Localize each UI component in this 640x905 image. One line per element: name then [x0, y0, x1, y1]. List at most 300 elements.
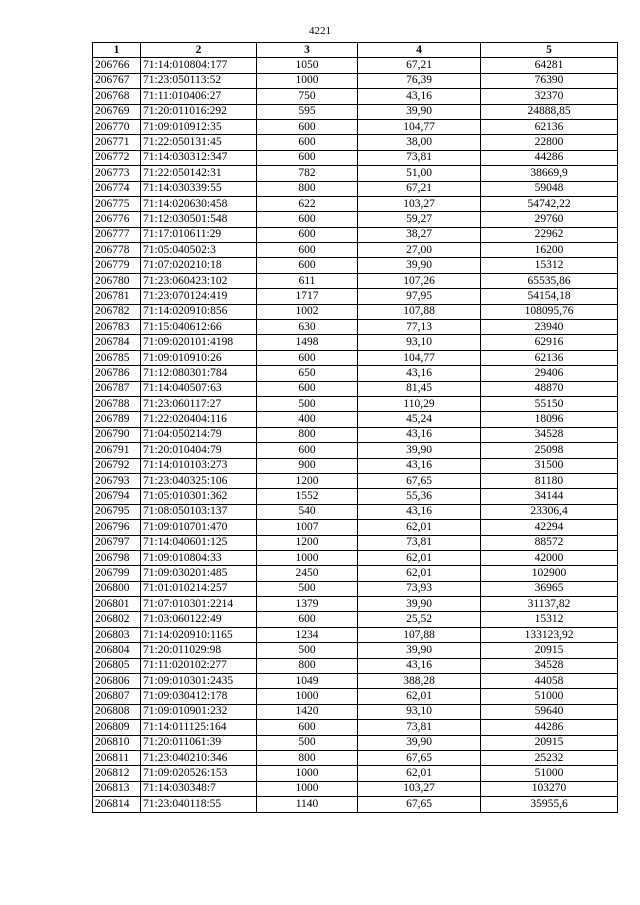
cell-rate: 107,88: [358, 627, 481, 642]
table-row: [93, 58, 618, 73]
cell-record-number: 206770: [93, 119, 141, 134]
cell-rate: 73,93: [358, 581, 481, 596]
cell-area: 600: [257, 119, 358, 134]
table-row: [93, 674, 618, 689]
cell-area: 1000: [257, 766, 358, 781]
cell-area: 600: [257, 227, 358, 242]
cell-area: 611: [257, 273, 358, 288]
cell-rate: 77,13: [358, 320, 481, 335]
cell-record-number: 206784: [93, 335, 141, 350]
cell-area: 600: [257, 612, 358, 627]
table-row: [93, 597, 618, 612]
cell-record-number: 206801: [93, 597, 141, 612]
cell-rate: 67,65: [358, 797, 481, 812]
page-number: 4221: [309, 25, 331, 37]
cell-area: 1049: [257, 674, 358, 689]
cell-record-number: 206783: [93, 320, 141, 335]
cell-cadastral-number: 71:23:050113:52: [141, 73, 257, 88]
cell-rate: 67,21: [358, 58, 481, 73]
cell-area: 595: [257, 104, 358, 119]
cell-rate: 388,28: [358, 674, 481, 689]
cell-area: 900: [257, 458, 358, 473]
cell-area: 800: [257, 427, 358, 442]
cell-cadastral-number: 71:15:040612:66: [141, 320, 257, 335]
table-row: [93, 73, 618, 88]
table-row: [93, 119, 618, 134]
cell-area: 600: [257, 443, 358, 458]
cell-value: 64281: [481, 58, 618, 73]
cell-rate: 107,88: [358, 304, 481, 319]
cell-cadastral-number: 71:14:020910:1165: [141, 627, 257, 642]
cell-record-number: 206771: [93, 135, 141, 150]
table-row: [93, 627, 618, 642]
cell-rate: 59,27: [358, 212, 481, 227]
cell-rate: 43,16: [358, 504, 481, 519]
cell-record-number: 206794: [93, 489, 141, 504]
cell-cadastral-number: 71:22:020404:116: [141, 412, 257, 427]
cell-value: 15312: [481, 258, 618, 273]
cell-value: 103270: [481, 781, 618, 796]
cell-cadastral-number: 71:14:030312:347: [141, 150, 257, 165]
cell-area: 600: [257, 258, 358, 273]
cell-area: 630: [257, 320, 358, 335]
cell-rate: 27,00: [358, 243, 481, 258]
table-row: [93, 196, 618, 211]
cell-area: 600: [257, 243, 358, 258]
table-header: [93, 43, 618, 58]
cell-cadastral-number: 71:09:010301:2435: [141, 674, 257, 689]
cell-area: 622: [257, 196, 358, 211]
cell-record-number: 206814: [93, 797, 141, 812]
cell-area: 1420: [257, 704, 358, 719]
cell-record-number: 206799: [93, 566, 141, 581]
cell-rate: 103,27: [358, 196, 481, 211]
column-header-1: 1: [93, 43, 141, 58]
cell-record-number: 206802: [93, 612, 141, 627]
cell-cadastral-number: 71:23:040210:346: [141, 750, 257, 765]
cell-record-number: 206810: [93, 735, 141, 750]
cell-rate: 110,29: [358, 396, 481, 411]
cell-rate: 67,65: [358, 750, 481, 765]
table-row: [93, 212, 618, 227]
cell-cadastral-number: 71:23:060423:102: [141, 273, 257, 288]
cell-value: 34144: [481, 489, 618, 504]
table-row: [93, 273, 618, 288]
cell-area: 1717: [257, 289, 358, 304]
cell-rate: 45,24: [358, 412, 481, 427]
cell-area: 600: [257, 381, 358, 396]
table-row: [93, 243, 618, 258]
cell-rate: 39,90: [358, 258, 481, 273]
cell-value: 31137,82: [481, 597, 618, 612]
cell-area: 540: [257, 504, 358, 519]
cell-cadastral-number: 71:09:010701:470: [141, 520, 257, 535]
table-row: [93, 612, 618, 627]
cell-cadastral-number: 71:22:050142:31: [141, 166, 257, 181]
cell-record-number: 206767: [93, 73, 141, 88]
cell-value: 23306,4: [481, 504, 618, 519]
cell-value: 31500: [481, 458, 618, 473]
table-row: [93, 781, 618, 796]
table-row: [93, 643, 618, 658]
cell-area: 600: [257, 350, 358, 365]
table-row: [93, 227, 618, 242]
cell-cadastral-number: 71:07:010301:2214: [141, 597, 257, 612]
cell-area: 1552: [257, 489, 358, 504]
cell-record-number: 206769: [93, 104, 141, 119]
cell-rate: 73,81: [358, 535, 481, 550]
cell-value: 35955,6: [481, 797, 618, 812]
cell-rate: 104,77: [358, 350, 481, 365]
cell-area: 782: [257, 166, 358, 181]
cell-value: 54742,22: [481, 196, 618, 211]
table-row: [93, 504, 618, 519]
cell-value: 62136: [481, 350, 618, 365]
table-row: [93, 458, 618, 473]
cell-area: 600: [257, 212, 358, 227]
cell-cadastral-number: 71:14:010103:273: [141, 458, 257, 473]
cell-value: 81180: [481, 473, 618, 488]
cell-cadastral-number: 71:09:010901:232: [141, 704, 257, 719]
cell-value: 15312: [481, 612, 618, 627]
cell-cadastral-number: 71:14:040601:125: [141, 535, 257, 550]
table-row: [93, 104, 618, 119]
cell-rate: 39,90: [358, 104, 481, 119]
header-row: [93, 43, 618, 58]
cell-value: 88572: [481, 535, 618, 550]
cell-record-number: 206768: [93, 89, 141, 104]
table-row: [93, 412, 618, 427]
cell-rate: 43,16: [358, 427, 481, 442]
table-row: [93, 166, 618, 181]
cell-value: 22962: [481, 227, 618, 242]
cell-cadastral-number: 71:23:060117:27: [141, 396, 257, 411]
cell-record-number: 206806: [93, 674, 141, 689]
cell-value: 51000: [481, 689, 618, 704]
table-row: [93, 258, 618, 273]
cell-record-number: 206779: [93, 258, 141, 273]
cell-rate: 38,00: [358, 135, 481, 150]
table-row: [93, 181, 618, 196]
cell-record-number: 206797: [93, 535, 141, 550]
table-row: [93, 797, 618, 812]
cell-area: 1000: [257, 781, 358, 796]
cell-record-number: 206791: [93, 443, 141, 458]
cell-area: 800: [257, 658, 358, 673]
cell-area: 1000: [257, 550, 358, 565]
cell-area: 600: [257, 135, 358, 150]
cell-value: 62916: [481, 335, 618, 350]
cell-value: 62136: [481, 119, 618, 134]
cell-rate: 55,36: [358, 489, 481, 504]
cell-record-number: 206774: [93, 181, 141, 196]
cell-rate: 62,01: [358, 766, 481, 781]
cell-cadastral-number: 71:05:010301:362: [141, 489, 257, 504]
cell-record-number: 206793: [93, 473, 141, 488]
cell-area: 400: [257, 412, 358, 427]
cell-rate: 25,52: [358, 612, 481, 627]
table-row: [93, 581, 618, 596]
table-row: [93, 335, 618, 350]
cell-area: 1140: [257, 797, 358, 812]
cell-record-number: 206773: [93, 166, 141, 181]
cell-rate: 104,77: [358, 119, 481, 134]
cell-cadastral-number: 71:12:030501:548: [141, 212, 257, 227]
cell-record-number: 206800: [93, 581, 141, 596]
cell-cadastral-number: 71:01:010214:257: [141, 581, 257, 596]
cell-value: 20915: [481, 735, 618, 750]
cell-record-number: 206776: [93, 212, 141, 227]
cell-record-number: 206808: [93, 704, 141, 719]
cell-value: 55150: [481, 396, 618, 411]
cell-rate: 38,27: [358, 227, 481, 242]
cell-cadastral-number: 71:20:011016:292: [141, 104, 257, 119]
cell-rate: 107,26: [358, 273, 481, 288]
cell-record-number: 206781: [93, 289, 141, 304]
cell-value: 44286: [481, 720, 618, 735]
table-row: [93, 535, 618, 550]
cell-value: 18096: [481, 412, 618, 427]
cell-cadastral-number: 71:17:010611:29: [141, 227, 257, 242]
cell-value: 20915: [481, 643, 618, 658]
cell-record-number: 206786: [93, 366, 141, 381]
table-row: [93, 750, 618, 765]
cell-rate: 97,95: [358, 289, 481, 304]
cell-rate: 62,01: [358, 520, 481, 535]
cell-area: 500: [257, 643, 358, 658]
cell-value: 42294: [481, 520, 618, 535]
cell-value: 108095,76: [481, 304, 618, 319]
cell-value: 16200: [481, 243, 618, 258]
cell-record-number: 206795: [93, 504, 141, 519]
cell-value: 34528: [481, 658, 618, 673]
cell-record-number: 206775: [93, 196, 141, 211]
cell-area: 1200: [257, 473, 358, 488]
cell-record-number: 206790: [93, 427, 141, 442]
cell-record-number: 206787: [93, 381, 141, 396]
cell-value: 38669,9: [481, 166, 618, 181]
cell-cadastral-number: 71:22:050131:45: [141, 135, 257, 150]
cell-rate: 43,16: [358, 89, 481, 104]
cell-record-number: 206798: [93, 550, 141, 565]
cell-cadastral-number: 71:09:010910:26: [141, 350, 257, 365]
cell-record-number: 206777: [93, 227, 141, 242]
cell-rate: 67,21: [358, 181, 481, 196]
cell-area: 1379: [257, 597, 358, 612]
cell-rate: 67,65: [358, 473, 481, 488]
cell-value: 32370: [481, 89, 618, 104]
cell-rate: 93,10: [358, 335, 481, 350]
cell-value: 23940: [481, 320, 618, 335]
cell-value: 59048: [481, 181, 618, 196]
cell-record-number: 206813: [93, 781, 141, 796]
cell-area: 1002: [257, 304, 358, 319]
cell-rate: 51,00: [358, 166, 481, 181]
cell-cadastral-number: 71:23:040325:106: [141, 473, 257, 488]
cell-cadastral-number: 71:14:010804:177: [141, 58, 257, 73]
cell-record-number: 206812: [93, 766, 141, 781]
table-row: [93, 150, 618, 165]
cell-area: 750: [257, 89, 358, 104]
cell-value: 25232: [481, 750, 618, 765]
cell-record-number: 206804: [93, 643, 141, 658]
cell-cadastral-number: 71:14:030348:7: [141, 781, 257, 796]
cell-rate: 103,27: [358, 781, 481, 796]
cell-cadastral-number: 71:04:050214:79: [141, 427, 257, 442]
cell-cadastral-number: 71:11:020102:277: [141, 658, 257, 673]
column-header-3: 3: [257, 43, 358, 58]
cell-record-number: 206789: [93, 412, 141, 427]
cell-cadastral-number: 71:08:050103:137: [141, 504, 257, 519]
cell-area: 800: [257, 750, 358, 765]
cell-rate: 93,10: [358, 704, 481, 719]
cell-cadastral-number: 71:09:010804:33: [141, 550, 257, 565]
cell-rate: 43,16: [358, 458, 481, 473]
cell-cadastral-number: 71:12:080301:784: [141, 366, 257, 381]
cell-value: 48870: [481, 381, 618, 396]
cell-area: 1234: [257, 627, 358, 642]
cell-cadastral-number: 71:09:030412:178: [141, 689, 257, 704]
cell-cadastral-number: 71:20:011061:39: [141, 735, 257, 750]
cell-value: 76390: [481, 73, 618, 88]
cell-value: 22800: [481, 135, 618, 150]
cell-cadastral-number: 71:20:011029:98: [141, 643, 257, 658]
cell-cadastral-number: 71:23:070124:419: [141, 289, 257, 304]
cell-value: 54154,18: [481, 289, 618, 304]
column-header-5: 5: [481, 43, 618, 58]
cell-area: 1007: [257, 520, 358, 535]
column-header-4: 4: [358, 43, 481, 58]
cell-rate: 62,01: [358, 550, 481, 565]
cell-rate: 39,90: [358, 597, 481, 612]
cell-area: 500: [257, 396, 358, 411]
cell-rate: 39,90: [358, 735, 481, 750]
cell-cadastral-number: 71:09:020526:153: [141, 766, 257, 781]
cell-area: 1200: [257, 535, 358, 550]
cell-area: 600: [257, 150, 358, 165]
cell-value: 102900: [481, 566, 618, 581]
table-row: [93, 720, 618, 735]
cell-cadastral-number: 71:09:030201:485: [141, 566, 257, 581]
cell-record-number: 206803: [93, 627, 141, 642]
table-row: [93, 381, 618, 396]
table-row: [93, 443, 618, 458]
cell-cadastral-number: 71:03:060122:49: [141, 612, 257, 627]
cell-record-number: 206788: [93, 396, 141, 411]
cell-value: 25098: [481, 443, 618, 458]
table-row: [93, 366, 618, 381]
cell-record-number: 206785: [93, 350, 141, 365]
cell-area: 1000: [257, 689, 358, 704]
cell-area: 1498: [257, 335, 358, 350]
cell-rate: 39,90: [358, 643, 481, 658]
cell-record-number: 206780: [93, 273, 141, 288]
table-body: [93, 58, 618, 812]
cell-rate: 62,01: [358, 689, 481, 704]
data-table: [92, 42, 618, 813]
table-row: [93, 89, 618, 104]
cell-cadastral-number: 71:11:010406:27: [141, 89, 257, 104]
table-row: [93, 566, 618, 581]
cell-record-number: 206805: [93, 658, 141, 673]
cell-cadastral-number: 71:09:020101:4198: [141, 335, 257, 350]
cell-area: 1050: [257, 58, 358, 73]
cell-cadastral-number: 71:20:010404:79: [141, 443, 257, 458]
cell-cadastral-number: 71:14:020910:856: [141, 304, 257, 319]
cell-record-number: 206809: [93, 720, 141, 735]
table-row: [93, 735, 618, 750]
cell-cadastral-number: 71:05:040502:3: [141, 243, 257, 258]
table-row: [93, 689, 618, 704]
cell-record-number: 206782: [93, 304, 141, 319]
cell-value: 133123,92: [481, 627, 618, 642]
table-row: [93, 320, 618, 335]
cell-value: 34528: [481, 427, 618, 442]
cell-value: 42000: [481, 550, 618, 565]
table-row: [93, 289, 618, 304]
cell-value: 44286: [481, 150, 618, 165]
column-header-2: 2: [141, 43, 257, 58]
cell-record-number: 206766: [93, 58, 141, 73]
cell-area: 2450: [257, 566, 358, 581]
table-row: [93, 489, 618, 504]
cell-cadastral-number: 71:14:011125:164: [141, 720, 257, 735]
table-row: [93, 350, 618, 365]
cell-area: 600: [257, 720, 358, 735]
cell-cadastral-number: 71:23:040118:55: [141, 797, 257, 812]
cell-rate: 76,39: [358, 73, 481, 88]
cell-record-number: 206807: [93, 689, 141, 704]
cell-value: 36965: [481, 581, 618, 596]
cell-area: 500: [257, 735, 358, 750]
cell-cadastral-number: 71:09:010912:35: [141, 119, 257, 134]
cell-rate: 43,16: [358, 658, 481, 673]
table-row: [93, 304, 618, 319]
cell-rate: 73,81: [358, 150, 481, 165]
cell-rate: 81,45: [358, 381, 481, 396]
cell-cadastral-number: 71:14:040507:63: [141, 381, 257, 396]
cell-value: 29760: [481, 212, 618, 227]
cell-record-number: 206778: [93, 243, 141, 258]
cell-cadastral-number: 71:14:030339:55: [141, 181, 257, 196]
cell-value: 59640: [481, 704, 618, 719]
table-row: [93, 550, 618, 565]
cell-value: 44058: [481, 674, 618, 689]
cell-rate: 62,01: [358, 566, 481, 581]
cell-area: 650: [257, 366, 358, 381]
table-row: [93, 766, 618, 781]
cell-cadastral-number: 71:07:020210:18: [141, 258, 257, 273]
cell-rate: 73,81: [358, 720, 481, 735]
cell-record-number: 206792: [93, 458, 141, 473]
table-row: [93, 520, 618, 535]
cell-record-number: 206796: [93, 520, 141, 535]
table-row: [93, 704, 618, 719]
cell-area: 1000: [257, 73, 358, 88]
table-row: [93, 135, 618, 150]
table-row: [93, 473, 618, 488]
cell-value: 29406: [481, 366, 618, 381]
cell-rate: 43,16: [358, 366, 481, 381]
table-row: [93, 658, 618, 673]
cell-value: 51000: [481, 766, 618, 781]
cell-record-number: 206772: [93, 150, 141, 165]
table-row: [93, 396, 618, 411]
cell-rate: 39,90: [358, 443, 481, 458]
cell-cadastral-number: 71:14:020630:458: [141, 196, 257, 211]
cell-area: 800: [257, 181, 358, 196]
cell-value: 24888,85: [481, 104, 618, 119]
